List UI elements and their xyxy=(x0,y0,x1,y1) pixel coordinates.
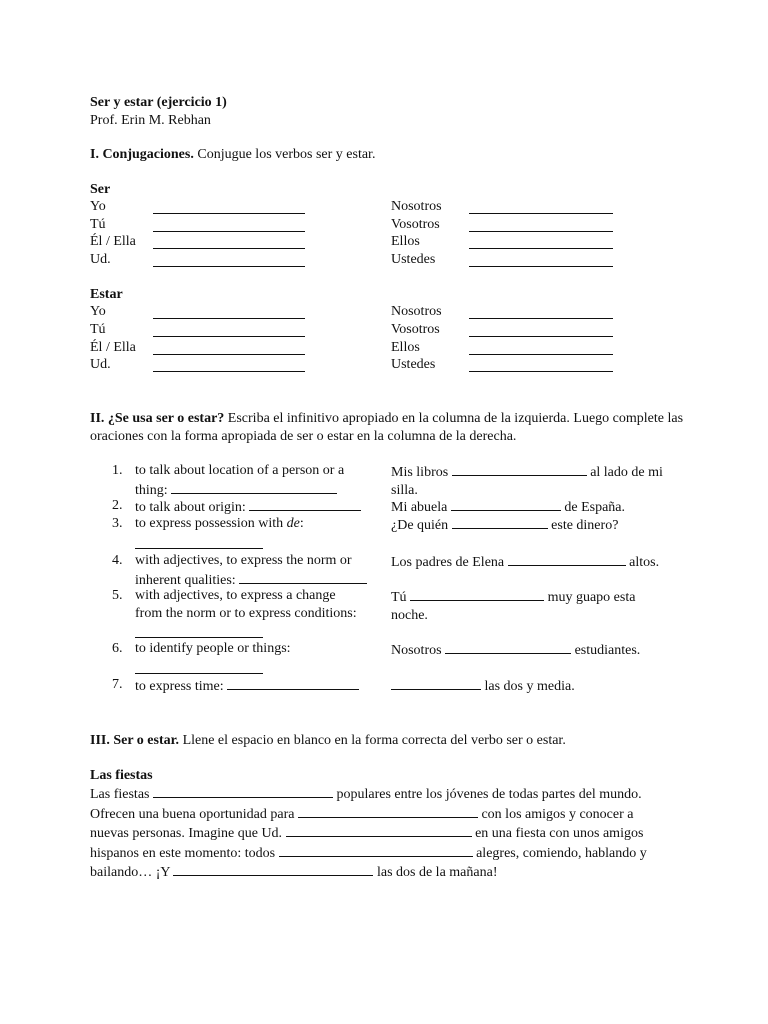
verb-heading: Ser xyxy=(90,181,111,197)
answer-blank[interactable] xyxy=(391,676,481,690)
pronoun-label: Yo xyxy=(90,199,106,214)
usage-sentence xyxy=(391,640,683,660)
sentence-text: ¿De quién xyxy=(391,518,449,533)
reading-passage xyxy=(90,767,690,882)
pronoun-label: Tú xyxy=(90,216,106,232)
usage-sentence xyxy=(391,676,683,696)
section-ser-o-estar xyxy=(90,410,690,445)
section-heading: I. Conjugaciones. xyxy=(90,147,194,162)
section-heading: II. ¿Se usa ser o estar? xyxy=(90,411,225,426)
sentence-text: Mi abuela xyxy=(391,500,448,515)
answer-blank[interactable] xyxy=(452,515,548,529)
item-number: 3. xyxy=(112,516,123,531)
answer-blank[interactable] xyxy=(279,843,473,857)
answer-blank[interactable] xyxy=(153,358,305,372)
answer-blank[interactable] xyxy=(469,358,613,372)
answer-blank[interactable] xyxy=(153,305,305,319)
pronoun-label: Él / Ella xyxy=(90,339,136,355)
pronoun-label: Ellos xyxy=(391,339,420,355)
infinitive-blank[interactable] xyxy=(249,497,361,511)
section-instruction: Llene el espacio en blanco en la forma correcta del verbo ser o estar. xyxy=(182,733,566,748)
pronoun-label: Yo xyxy=(90,304,106,320)
passage-line xyxy=(90,804,690,824)
usage-sentence xyxy=(391,587,683,624)
description-text: to express possession with xyxy=(135,516,284,531)
sentence-text: muy guapo esta xyxy=(547,590,636,605)
sentence-text: de España. xyxy=(564,500,626,515)
answer-blank[interactable] xyxy=(153,341,305,355)
passage-text: en una fiesta con unos amigos xyxy=(475,826,644,841)
sentence-text: silla. xyxy=(391,482,418,498)
answer-blank[interactable] xyxy=(173,862,373,876)
description-text: with adjectives, to express a change xyxy=(135,588,336,603)
conjugation-row xyxy=(90,233,690,251)
passage-text: con los amigos y conocer a xyxy=(481,806,634,822)
item-number: 7. xyxy=(112,677,123,692)
usage-sentence xyxy=(391,497,683,517)
item-number: 4. xyxy=(112,553,123,568)
passage-text: Las fiestas xyxy=(90,787,150,802)
description-emphasis: de xyxy=(286,516,300,531)
usage-description xyxy=(135,515,373,554)
pronoun-label: Nosotros xyxy=(391,199,442,214)
worksheet xyxy=(90,94,690,882)
answer-blank[interactable] xyxy=(469,235,613,249)
usage-description xyxy=(135,640,373,679)
sentence-text: Los padres de Elena xyxy=(391,555,505,570)
answer-blank[interactable] xyxy=(153,784,333,798)
usage-sentence xyxy=(391,552,683,572)
answer-blank[interactable] xyxy=(469,341,613,355)
pronoun-label: Vosotros xyxy=(391,216,440,232)
sentence-text: las dos y media. xyxy=(484,679,575,694)
passage-title: Las fiestas xyxy=(90,767,153,783)
infinitive-blank[interactable] xyxy=(239,570,367,584)
worksheet-header xyxy=(90,94,690,129)
conjugation-row xyxy=(90,251,690,269)
passage-text: populares entre los jóvenes de todas partes del mundo. xyxy=(336,787,642,802)
answer-blank[interactable] xyxy=(445,640,571,654)
infinitive-blank[interactable] xyxy=(135,535,263,549)
usage-description xyxy=(135,676,373,696)
passage-text: alegres, comiendo, hablando y xyxy=(476,845,647,861)
passage-line xyxy=(90,843,690,863)
conjugation-row xyxy=(90,356,690,374)
answer-blank[interactable] xyxy=(153,218,305,232)
usage-description xyxy=(135,497,373,517)
answer-blank[interactable] xyxy=(508,552,626,566)
usage-sentence xyxy=(391,462,683,499)
conjugation-row xyxy=(90,198,690,216)
sentence-text: este dinero? xyxy=(551,518,619,533)
sentence-text: Tú xyxy=(391,590,407,605)
sentence-text: noche. xyxy=(391,607,428,623)
worksheet-title: Ser y estar (ejercicio 1) xyxy=(90,95,227,110)
answer-blank[interactable] xyxy=(298,804,478,818)
usage-description xyxy=(135,587,373,644)
passage-line xyxy=(90,784,690,804)
passage-line xyxy=(90,862,690,882)
section-instruction: Conjugue los verbos ser y estar. xyxy=(197,147,376,162)
passage-text: hispanos en este momento: todos xyxy=(90,845,276,861)
answer-blank[interactable] xyxy=(153,200,305,214)
author-line: Prof. Erin M. Rebhan xyxy=(90,112,211,128)
verb-heading: Estar xyxy=(90,286,123,302)
answer-blank[interactable] xyxy=(153,253,305,267)
infinitive-blank[interactable] xyxy=(135,624,263,638)
sentence-text: Mis libros xyxy=(391,465,449,480)
answer-blank[interactable] xyxy=(451,497,561,511)
sentence-text: altos. xyxy=(629,555,660,570)
pronoun-label: Ud. xyxy=(90,252,111,268)
item-number: 1. xyxy=(112,463,123,478)
usage-description xyxy=(135,462,373,499)
description-text: to express time: xyxy=(135,679,224,694)
answer-blank[interactable] xyxy=(286,823,472,837)
answer-blank[interactable] xyxy=(153,235,305,249)
description-text: to identify people or things: xyxy=(135,641,291,656)
pronoun-label: Ud. xyxy=(90,357,111,373)
passage-text: bailando… ¡Y xyxy=(90,865,170,880)
conjugation-row xyxy=(90,321,690,339)
section-heading: III. Ser o estar. xyxy=(90,733,180,748)
passage-text: Ofrecen una buena oportunidad para xyxy=(90,806,295,822)
answer-blank[interactable] xyxy=(452,462,587,476)
description-text: to talk about location of a person or a xyxy=(135,463,345,478)
answer-blank[interactable] xyxy=(469,200,613,214)
answer-blank[interactable] xyxy=(410,587,544,601)
sentence-text: Nosotros xyxy=(391,643,442,658)
pronoun-label: Ellos xyxy=(391,234,420,250)
description-text: thing: xyxy=(135,482,168,498)
item-number: 5. xyxy=(112,588,123,603)
pronoun-label: Él / Ella xyxy=(90,234,136,250)
description-text: to talk about origin: xyxy=(135,500,246,515)
item-number: 2. xyxy=(112,498,123,513)
description-text: with adjectives, to express the norm or xyxy=(135,553,352,568)
passage-text: las dos de la mañana! xyxy=(376,865,498,880)
answer-blank[interactable] xyxy=(469,305,613,319)
answer-blank[interactable] xyxy=(469,323,613,337)
section-ser-o-estar-fill xyxy=(90,732,690,750)
answer-blank[interactable] xyxy=(469,253,613,267)
description-text: inherent qualities: xyxy=(135,572,236,588)
conjugation-table-ser xyxy=(90,181,690,269)
pronoun-label: Ustedes xyxy=(391,357,436,373)
usage-description xyxy=(135,552,373,589)
usage-list xyxy=(90,462,690,702)
sentence-text: al lado de mi xyxy=(590,465,663,480)
section-conjugaciones xyxy=(90,146,690,164)
infinitive-blank[interactable] xyxy=(227,676,359,690)
pronoun-label: Tú xyxy=(90,321,106,337)
sentence-text: estudiantes. xyxy=(574,643,641,658)
passage-line xyxy=(90,823,690,843)
conjugation-row xyxy=(90,216,690,234)
passage-text: nuevas personas. Imagine que Ud. xyxy=(90,826,283,841)
description-text: : xyxy=(299,516,304,531)
conjugation-row xyxy=(90,339,690,357)
section-instruction: Escriba el infinitivo apropiado en la columna de la izquierda. Luego complete las oraciones con la forma apropiada de ser o estar en la columna de la derecha. xyxy=(90,411,684,444)
answer-blank[interactable] xyxy=(469,218,613,232)
pronoun-label: Nosotros xyxy=(391,304,442,320)
conjugation-table-estar xyxy=(90,286,690,374)
description-text: from the norm or to express conditions: xyxy=(135,605,357,621)
conjugation-row xyxy=(90,303,690,321)
item-number: 6. xyxy=(112,641,123,656)
answer-blank[interactable] xyxy=(153,323,305,337)
usage-sentence xyxy=(391,515,683,535)
pronoun-label: Vosotros xyxy=(391,321,440,337)
infinitive-blank[interactable] xyxy=(171,480,337,494)
infinitive-blank[interactable] xyxy=(135,660,263,674)
pronoun-label: Ustedes xyxy=(391,252,436,268)
